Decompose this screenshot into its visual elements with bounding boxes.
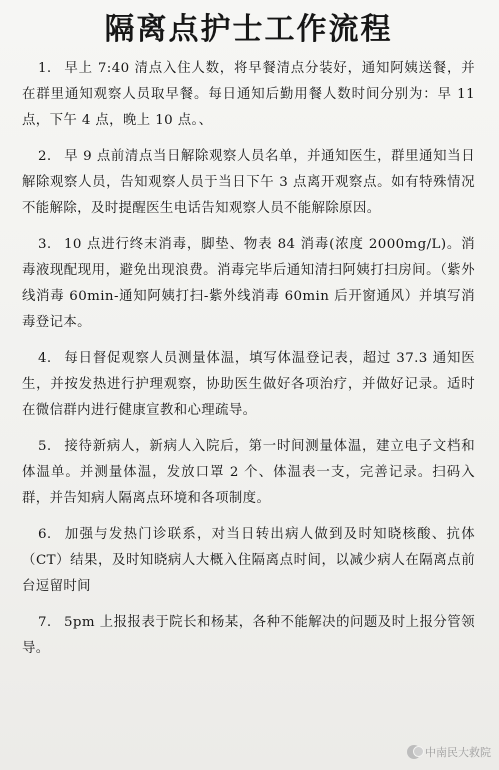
list-item bbox=[22, 56, 475, 134]
list-item bbox=[22, 144, 475, 222]
item-text: 早 9 点前清点当日解除观察人员名单，并通知医生，群里通知当日解除观察人员，告知观察人员于当日下午 3 点离开观察点。如有特殊情况不能解除，及时提醒医生电话告知观察人员不能解除原因。 bbox=[22, 149, 475, 216]
item-text: 接待新病人，新病人入院后，第一时间测量体温，建立电子文档和体温单。并测量体温，发放口罩 2 个、体温表一支，完善记录。扫码入群，并告知病人隔离点环境和各项制度。 bbox=[22, 439, 475, 506]
item-number: 4. bbox=[38, 351, 52, 366]
watermark-text: 中南民大救院 bbox=[425, 746, 491, 759]
item-number: 6. bbox=[38, 527, 52, 542]
item-number: 2. bbox=[38, 149, 52, 164]
item-text: 加强与发热门诊联系，对当日转出病人做到及时知晓核酸、抗体（CT）结果，及时知晓病人大概入住隔离点时间，以减少病人在隔离点前台逗留时间 bbox=[22, 527, 475, 594]
item-number: 3. bbox=[38, 237, 52, 252]
item-text: 每日督促观察人员测量体温，填写体温登记表，超过 37.3 通知医生，并按发热进行护理观察，协助医生做好各项治疗，并做好记录。适时在微信群内进行健康宣教和心理疏导。 bbox=[22, 351, 475, 418]
page-title: 隔离点护士工作流程 bbox=[104, 12, 393, 47]
item-text: 10 点进行终末消毒，脚垫、物表 84 消毒(浓度 2000mg/L)。消毒液现配现用，避免出现浪费。消毒完毕后通知清扫阿姨打扫房间。（紫外线消毒 60min-通知阿姨打扫-紫外线消毒 60min 后开窗通风）并填写消毒登记本。 bbox=[22, 237, 475, 330]
item-number: 7. bbox=[38, 615, 52, 630]
list-item bbox=[22, 434, 475, 512]
wechat-icon bbox=[407, 745, 421, 759]
item-number: 5. bbox=[38, 439, 52, 454]
list-item bbox=[22, 232, 475, 336]
list-item bbox=[22, 346, 475, 424]
item-text: 早上 7:40 清点入住人数，将早餐清点分装好，通知阿姨送餐，并在群里通知观察人员取早餐。每日通知后勤用餐人数时间分别为：早 11 点，下午 4 点，晚上 10 点。、 bbox=[22, 61, 475, 128]
list-item bbox=[22, 610, 475, 662]
item-number: 1. bbox=[38, 61, 52, 76]
watermark bbox=[407, 744, 491, 760]
item-text: 5pm 上报报表于院长和杨某，各种不能解决的问题及时上报分管领导。 bbox=[22, 615, 475, 656]
list-item bbox=[22, 522, 475, 600]
